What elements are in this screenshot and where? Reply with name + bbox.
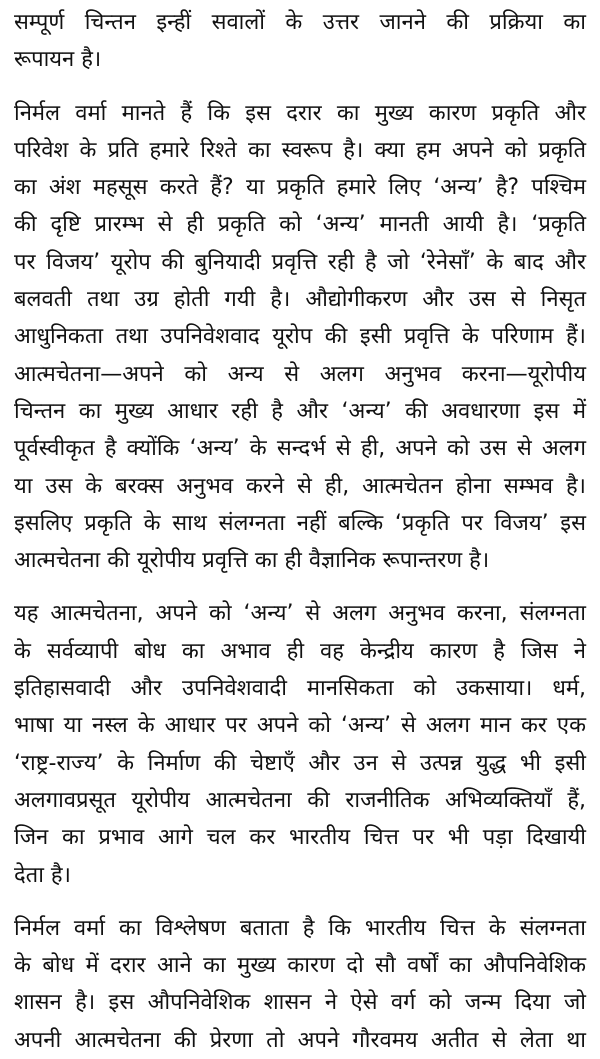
text-line: देता है। <box>14 862 71 888</box>
text-line: चिन्तन का मुख्य आधार रही है और ‘अन्य’ की अवधारणा इस में <box>14 398 586 424</box>
text-line: आत्मचेतना—अपने को अन्य से अलग अनुभव करना—यूरोपीय <box>14 361 586 387</box>
text-line: निर्मल वर्मा मानते हैं कि इस दरार का मुख्य कारण प्रकृति और <box>14 100 586 126</box>
text-line: अलगावप्रसूत यूरोपीय आत्मचेतना की राजनीतिक अभिव्यक्तियाँ हैं, <box>14 787 586 813</box>
text-line: भाषा या नस्ल के आधार पर अपने को ‘अन्य’ से अलग मान कर एक <box>14 713 586 739</box>
text-line: निर्मल वर्मा का विश्लेषण बताता है कि भारतीय चित्त के संलग्नता <box>14 915 586 941</box>
text-line: बलवती तथा उग्र होती गयी है। औद्योगीकरण और उस से निसृत <box>14 287 586 313</box>
text-line: ‘राष्ट्र-राज्य’ के निर्माण की चेष्टाएँ और उन से उत्पन्न युद्ध भी इसी <box>14 750 586 776</box>
text-line: सम्पूर्ण चिन्तन इन्हीं सवालों के उत्तर जानने की प्रक्रिया का <box>14 10 586 35</box>
text-line: जिन का प्रभाव आगे चल कर भारतीय चित्त पर भी पड़ा दिखायी <box>14 825 586 851</box>
text-line: परिवेश के प्रति हमारे रिश्ते का स्वरूप है। क्या हम अपने को प्रकृति <box>14 137 586 163</box>
text-line: रूपायन है। <box>14 47 102 73</box>
text-line: आत्मचेतना की यूरोपीय प्रवृत्ति का ही वैज्ञानिक रूपान्तरण है। <box>14 548 490 574</box>
text-line: यह आत्मचेतना, अपने को ‘अन्य’ से अलग अनुभव करना, संलग्नता <box>14 601 586 627</box>
text-line: के बोध में दरार आने का मुख्य कारण दो सौ वर्षों का औपनिवेशिक <box>14 953 586 979</box>
text-line: अपनी आत्मचेतना की प्रेरणा तो अपने गौरवमय अतीत से लेता था <box>14 1027 586 1053</box>
paragraph-4 <box>14 910 586 1059</box>
text-line: पर विजय’ यूरोप की बुनियादी प्रवृत्ति रही है जो ‘रेनेसाँ’ के बाद और <box>14 249 586 275</box>
paragraph-1 <box>14 4 586 79</box>
text-line: इतिहासवादी और उपनिवेशवादी मानसिकता को उकसाया। धर्म, <box>14 676 586 702</box>
text-line: आधुनिकता तथा उपनिवेशवाद यूरोप की इसी प्रवृत्ति के परिणाम हैं। <box>14 324 586 350</box>
text-line: या उस के बरक्स अनुभव करने से ही, आत्मचेतन होना सम्भव है। <box>14 473 586 499</box>
text-line: के सर्वव्यापी बोध का अभाव ही वह केन्द्रीय कारण है जिस ने <box>14 638 586 664</box>
text-line: शासन है। इस औपनिवेशिक शासन ने ऐसे वर्ग को जन्म दिया जो <box>14 990 586 1016</box>
text-line: इसलिए प्रकृति के साथ संलग्नता नहीं बल्कि ‘प्रकृति पर विजय’ इस <box>14 510 586 536</box>
text-line: पूर्वस्वीकृत है क्योंकि ‘अन्य’ के सन्दर्भ से ही, अपने को उस से अलग <box>14 436 586 462</box>
paragraph-3 <box>14 595 586 893</box>
text-line: की दृष्टि प्रारम्भ से ही प्रकृति को ‘अन्य’ मानती आयी है। ‘प्रकृति <box>14 212 586 238</box>
paragraph-2 <box>14 95 586 580</box>
text-line: का अंश महसूस करते हैं? या प्रकृति हमारे लिए ‘अन्य’ है? पश्चिम <box>14 175 586 201</box>
